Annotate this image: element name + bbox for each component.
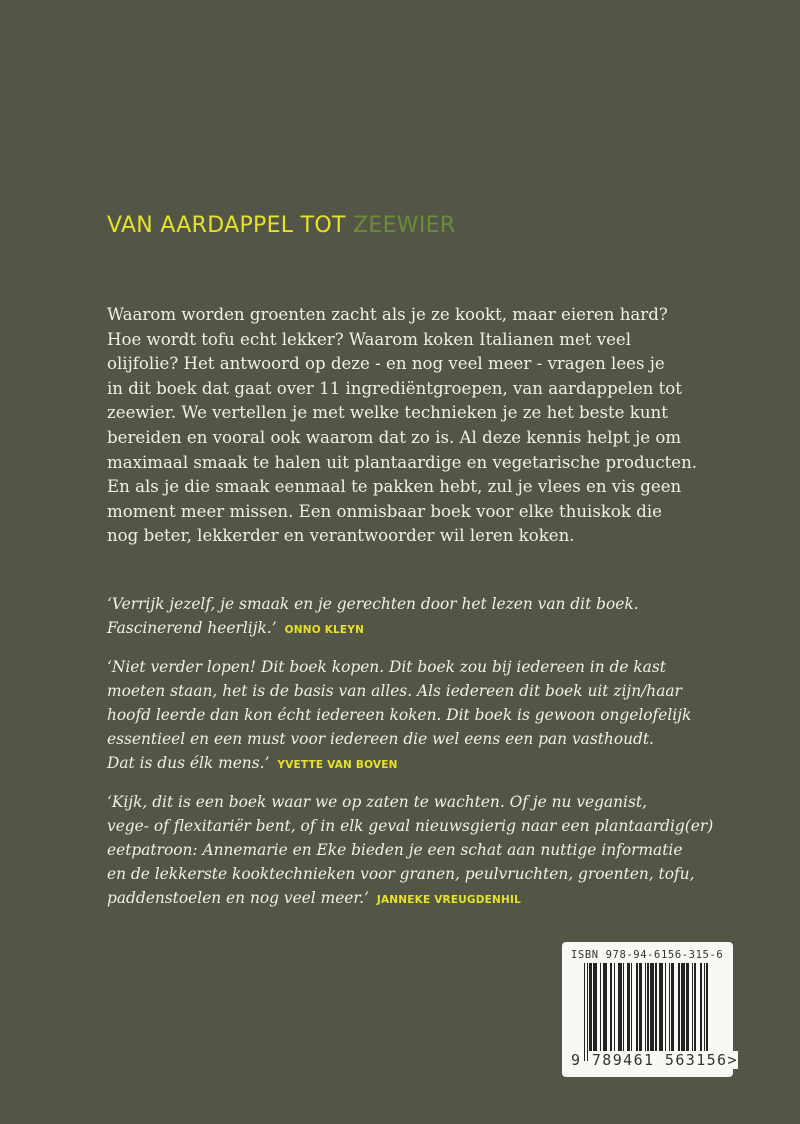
blurb-line: bereiden en vooral ook waarom dat zo is. Al deze kennis helpt je om xyxy=(107,427,682,447)
quote-line: ‘Kijk, dit is een boek waar we op zaten te wachten. Of je nu veganist, xyxy=(107,793,647,811)
blurb-line: in dit boek dat gaat over 11 ingrediëntgroepen, van aardappelen tot xyxy=(107,378,682,398)
digit-group-1: 789461 xyxy=(591,1051,655,1069)
quote-author: YVETTE VAN BOVEN xyxy=(277,759,398,771)
digit-right: > xyxy=(727,1051,738,1069)
barcode-gap xyxy=(708,963,709,1051)
quote-line: essentieel en een must voor iedereen die wel eens een pan vasthoudt. xyxy=(107,730,654,748)
quote-line: Fascinerend heerlijk.’ xyxy=(107,619,277,637)
blurb-line: maximaal smaak te halen uit plantaardige en vegetarische producten. xyxy=(107,452,698,472)
digit-group-2: 563156 xyxy=(664,1051,728,1069)
book-title xyxy=(107,213,455,239)
blurb-line: olijfolie? Het antwoord op deze - en nog veel meer - vragen lees je xyxy=(107,354,665,374)
quote-line: hoofd leerde dan kon écht iedereen koken. Dit boek is gewoon ongelofelijk xyxy=(107,706,692,724)
blurb-line: Waarom worden groenten zacht als je ze kookt, maar eieren hard? xyxy=(107,305,668,324)
quote-author: ONNO KLEYN xyxy=(284,624,365,636)
blurb-line: zeewier. We vertellen je met welke technieken je ze het beste kunt xyxy=(107,403,668,423)
barcode-digits xyxy=(571,1051,738,1069)
endorsement-onno-kleyn xyxy=(107,592,747,642)
isbn-barcode xyxy=(562,942,738,1077)
endorsement-yvette-van-boven xyxy=(107,655,747,777)
blurb-line: nog beter, lekkerder en verantwoorder wil leren koken. xyxy=(107,526,575,546)
quote-author: JANNEKE VREUGDENHIL xyxy=(376,894,522,906)
blurb-line: moment meer missen. Een onmisbaar boek voor elke thuiskok die xyxy=(107,501,662,521)
quote-line: Dat is dus élk mens.’ xyxy=(107,754,270,772)
endorsement-janneke-vreugdenhil xyxy=(107,790,747,912)
quote-line: ‘Verrijk jezelf, je smaak en je gerechten door het lezen van dit boek. xyxy=(107,595,639,613)
blurb-line: En als je die smaak eenmaal te pakken hebt, zul je vlees en vis geen xyxy=(107,477,682,497)
endorsements xyxy=(107,592,747,925)
quote-line: moeten staan, het is de basis van alles. Als iedereen dit boek uit zijn/haar xyxy=(107,682,682,700)
quote-line: eetpatroon: Annemarie en Eke bieden je een schat aan nuttige informatie xyxy=(107,841,683,859)
title-part-green: ZEEWIER xyxy=(353,213,456,238)
title-part-yellow: VAN AARDAPPEL TOT xyxy=(107,213,354,238)
blurb-line: Hoe wordt tofu echt lekker? Waarom koken Italianen met veel xyxy=(107,329,632,349)
quote-line: paddenstoelen en nog veel meer.’ xyxy=(107,889,369,907)
quote-line: vege- of flexitariër bent, of in elk geval nieuwsgierig naar een plantaardig(er) xyxy=(107,817,714,835)
isbn-label: ISBN 978-94-6156-315-6 xyxy=(571,949,724,961)
quote-line: ‘Niet verder lopen! Dit boek kopen. Dit boek zou bij iedereen in de kast xyxy=(107,658,666,676)
barcode-bars xyxy=(584,963,709,1061)
digit-left: 9 xyxy=(571,1051,582,1069)
quote-line: en de lekkerste kooktechnieken voor granen, peulvruchten, groenten, tofu, xyxy=(107,865,695,883)
blurb-paragraph xyxy=(107,303,747,549)
